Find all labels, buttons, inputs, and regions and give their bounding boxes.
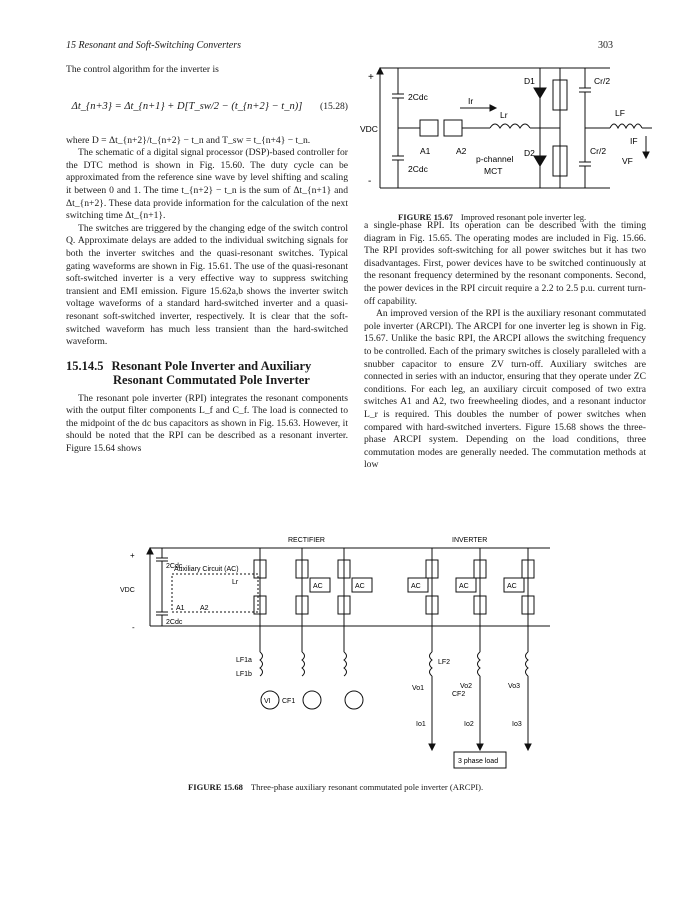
fig68-a2: A2 <box>200 605 209 612</box>
fig68-minus: - <box>132 623 135 632</box>
fig68-label: FIGURE 15.68 <box>188 782 243 792</box>
fig67-mct: MCT <box>484 166 503 176</box>
fig68-ac-1: AC <box>313 583 323 590</box>
fig68-vo3: Vo3 <box>508 683 521 690</box>
fig68-2cdc-top: 2Cdc <box>166 563 183 570</box>
fig67-d2: D2 <box>524 148 535 158</box>
paragraph-single-phase: a single-phase RPI. Its operation can be described with the timing diagram in Fig. 15.65. The operating modes are included in Fig. 15.66. The RPI provides soft-switching for all power switches but it has two disadvantages. First, power devices have to be switched continuously at the resonant frequency determined by the resonant components. Second, the power devices in the RPI circuit require a 2.2 to 2.5 p.u. current turn-off capability. <box>364 220 646 307</box>
running-header-chapter: 15 Resonant and Soft-Switching Converters <box>66 40 241 51</box>
equation-body: Δt_{n+3} = Δt_{n+1} + D[T_sw/2 − (t_{n+2} − t_n)] <box>71 101 303 113</box>
fig68-cf2: CF2 <box>452 691 466 698</box>
fig68-2cdc-bot: 2Cdc <box>166 619 183 626</box>
figure-15-67-schematic <box>360 58 660 208</box>
fig67-caption-text: Improved resonant pole inverter leg. <box>460 212 587 222</box>
fig68-vdc: VDC <box>120 587 135 594</box>
figure-15-68-schematic <box>120 530 600 780</box>
fig67-if: IF <box>630 136 638 146</box>
fig68-io3: Io3 <box>512 721 522 728</box>
intro-text: The control algorithm for the inverter is <box>66 64 219 75</box>
equation-15-28 <box>66 87 348 129</box>
fig67-d1: D1 <box>524 76 535 86</box>
paragraph-arcpi: An improved version of the RPI is the auxiliary resonant commutated pole inverter (ARCPI). The ARCPI for one inverter leg is shown in Fig. 15.67. Unlike the basic RPI, the ARCPI allows the switching frequency to be controlled. Each of the primary switches is closely paralleled with a snubber capacitor to ensure ZV turn-off. Auxiliary switches are connected in series with an inductor, ensuring that they operate under ZC conditions. For each leg, an auxiliary circuit composed of two extra switches A1 and A2, two freewheeling diodes, and a resonant inductor L_r is required. This doubles the number of power switches when compared with hard-switched inverters. Figure 15.68 shows the three-phase ARCPI system. Depending on the load conditions, three commutation modes are generally needed. The commutation methods at low <box>364 308 646 471</box>
fig67-2cdc-bot: 2Cdc <box>408 164 428 174</box>
fig68-ac-5: AC <box>507 583 517 590</box>
fig68-rectifier: RECTIFIER <box>288 537 325 544</box>
fig67-minus: - <box>368 176 372 187</box>
fig68-a1: A1 <box>176 605 185 612</box>
fig68-vi: VI <box>264 698 271 705</box>
fig67-a2: A2 <box>456 146 467 156</box>
fig67-vf: VF <box>622 156 633 166</box>
fig67-label: FIGURE 15.67 <box>398 212 453 222</box>
figure-15-68-caption <box>188 782 483 792</box>
where-text: where D = Δt_{n+2}/t_{n+2} − t_n and T_sw = t_{n+4} − t_n. <box>66 134 311 146</box>
fig67-a1: A1 <box>420 146 431 156</box>
fig68-vo1: Vo1 <box>412 685 425 692</box>
section-title-line2: Resonant Commutated Pole Inverter <box>113 372 310 387</box>
fig68-lf2: LF2 <box>438 659 451 666</box>
page-number: 303 <box>598 40 613 51</box>
right-column <box>364 220 646 472</box>
left-column <box>66 64 348 456</box>
fig67-lr: Lr <box>500 110 508 120</box>
fig68-io1: Io1 <box>416 721 426 728</box>
fig67-plus: + <box>368 72 374 83</box>
fig68-aux: Auxiliary Circuit (AC) <box>174 566 239 573</box>
equation-number: (15.28) <box>320 101 348 113</box>
paragraph-switches: The switches are triggered by the changing edge of the switch control Q. Approximate delays are added to the individual switching signals for both the inverter switches and the quasi-resonant switches. Typical gating waveforms are shown in Fig. 15.61. The use of the quasi-resonant soft-switched inverter is a very effective way to suppress switching transient and EMI emission. Figure 15.62a,b shows the inverter switch voltage waveforms of a standard hard-switched inverter and a quasi-resonant soft-switched inverter, respectively. It is clear that the soft-switched waveform has much less transient than the hard-switched waveform. <box>66 222 348 348</box>
fig68-ac-4: AC <box>459 583 469 590</box>
fig68-inverter: INVERTER <box>452 537 488 544</box>
fig67-cr-bot: Cr/2 <box>590 146 607 156</box>
fig68-ac-3: AC <box>411 583 421 590</box>
section-heading <box>66 359 348 387</box>
fig67-ir: Ir <box>468 96 474 106</box>
fig68-io2: Io2 <box>464 721 474 728</box>
fig68-lf1b: LF1b <box>236 671 252 678</box>
fig68-ac-2: AC <box>355 583 365 590</box>
fig68-lr: Lr <box>232 579 239 586</box>
fig67-lf: LF <box>615 108 625 118</box>
fig67-2cdc-top: 2Cdc <box>408 92 428 102</box>
fig68-plus: + <box>130 551 135 560</box>
paragraph-dsp: The schematic of a digital signal processor (DSP)-based controller for the DTC method is shown in Fig. 15.60. The duty cycle can be approximated from the reference sine wave by level shifting and scaling it between 0 and 1. The time t_{n+2} − t_n is the sum of Δt_{n+1} and Δt_{n+2}. These data provide information for the calculation of the next switching time Δt_{n+1}. <box>66 147 348 222</box>
fig68-load: 3 phase load <box>458 758 499 765</box>
fig68-lf1a: LF1a <box>236 657 252 664</box>
fig67-pchannel: p-channel <box>476 154 514 164</box>
fig67-cr-top: Cr/2 <box>594 76 611 86</box>
fig67-vdc: VDC <box>360 124 378 134</box>
section-title-line1: Resonant Pole Inverter and Auxiliary <box>111 358 312 373</box>
fig68-cf1: CF1 <box>282 698 296 705</box>
fig68-caption-text: Three-phase auxiliary resonant commutated pole inverter (ARCPI). <box>250 782 484 792</box>
paragraph-rpi: The resonant pole inverter (RPI) integrates the resonant components with the output filter components L_f and C_f. The load is connected to the midpoint of the dc bus capacitors as shown in Fig. 15.63. However, it should be noted that the RPI can be described as a resonant inverter. Figure 15.64 shows <box>66 392 348 455</box>
fig68-vo2: Vo2 <box>460 683 473 690</box>
section-number: 15.14.5 <box>66 358 104 373</box>
